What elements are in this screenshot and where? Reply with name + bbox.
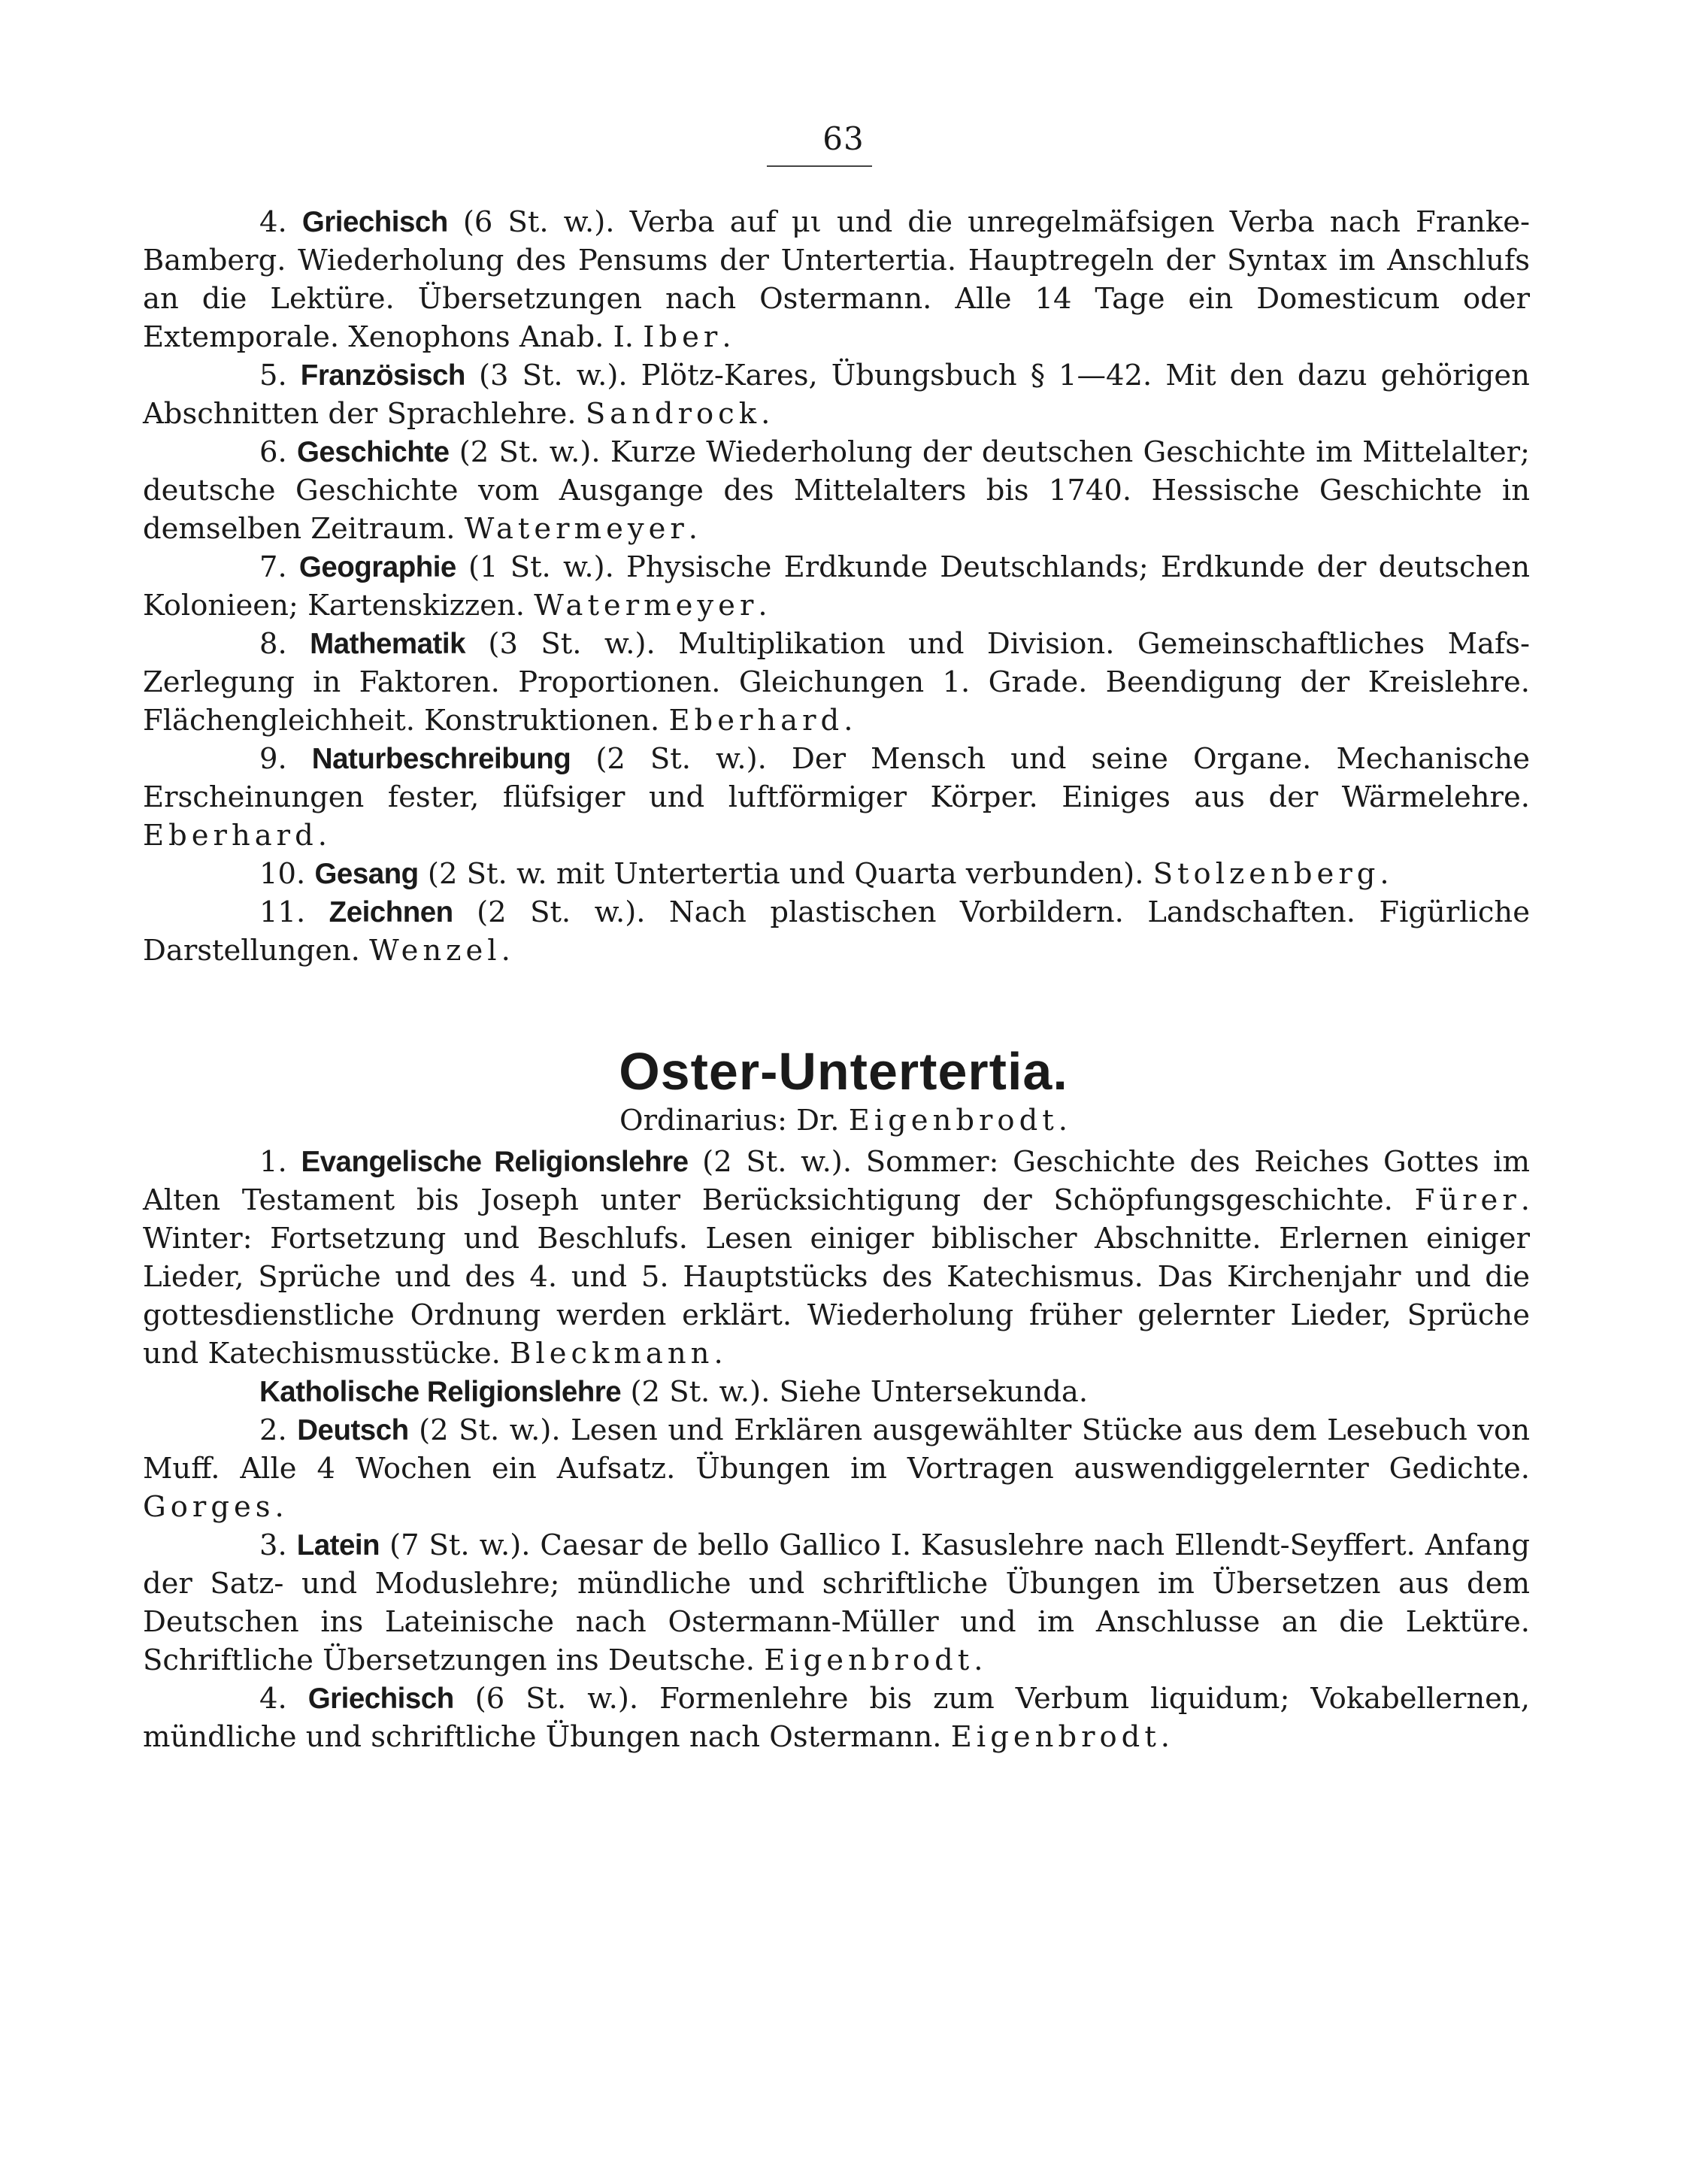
paragraph-text: (2 St. w. mit Untertertia und Quarta verbunden). [418,857,1153,891]
item-number: 1. [259,1145,301,1179]
teacher-name: Watermeyer [534,589,759,622]
paragraph-evangelische-religionslehre [143,1143,1530,1373]
punctuation: . [974,1643,983,1677]
punctuation: . [844,704,853,738]
subject-heading: Naturbeschreibung [311,743,571,775]
subject-heading: Gesang [314,858,419,890]
paragraph-text: (6 St. w.). Formenlehre bis zum Verbum liquidum; Vokabellernen, mündliche und schriftliche Übungen nach Ostermann. [143,1682,1530,1754]
punctuation: . [758,589,768,622]
item-number: 5. [259,359,301,392]
page-number-rule [767,165,872,167]
teacher-name: Stolzenberg [1152,857,1380,891]
subject-heading: Deutsch [297,1414,409,1446]
paragraph-franzoesisch [143,356,1530,433]
subject-heading: Geographie [298,551,456,583]
ordinarius-line [0,1104,1687,1137]
paragraph-text: (2 St. w.). Siehe Untersekunda. [621,1375,1089,1409]
paragraph-text: (2 St. w.). Der Mensch und seine Organe. Mechanische Erscheinungen fester, flüfsiger und luftförmiger Körper. Einiges aus der Wärmelehre. [143,742,1530,814]
paragraph-naturbeschreibung [143,740,1530,855]
teacher-name: Watermeyer [464,512,689,546]
item-number: 7. [259,550,299,584]
punctuation: . [317,819,327,853]
teacher-name: Eberhard [143,819,318,853]
teacher-name-2: Bleckmann [510,1337,714,1371]
teacher-name: Eigenbrodt [764,1643,974,1677]
subject-heading: Griechisch [307,1683,454,1715]
paragraph-deutsch [143,1411,1530,1526]
punctuation: . [274,1490,284,1524]
paragraph-text: (2 St. w.). Kurze Wiederholung der deutschen Geschichte im Mittelalter; deutsche Geschichte vom Ausgange des Mittelalters bis 1740. Hessische Geschichte in demselben Zeitraum. [143,435,1530,546]
subject-heading: Mathematik [310,628,465,660]
paragraph-latein [143,1526,1530,1680]
punctuation: . [1058,1104,1068,1137]
teacher-name: Gorges [143,1490,275,1524]
item-number: 4. [259,1682,308,1716]
teacher-name: Eigenbrodt [950,1720,1161,1754]
punctuation: . [761,397,771,431]
subject-heading: Geschichte [296,436,450,468]
paragraph-text: (2 St. w.). Nach plastischen Vorbildern. Landschaften. Figürliche Darstellungen. [143,895,1531,968]
teacher-name: Wenzel [369,934,501,968]
bottom-section [143,1143,1530,1756]
item-number: 4. [259,205,302,239]
subject-heading: Griechisch [301,206,448,238]
paragraph-text: (2 St. w.). Sommer: Geschichte des Reiches Gottes im Alten Testament bis Joseph unter Berücksichtigung der Schöpfungsgeschichte. [143,1145,1530,1217]
subject-heading: Katholische Religionslehre [259,1376,622,1408]
punctuation: . [1160,1720,1171,1754]
paragraph-text: (1 St. w.). Physische Erdkunde Deutschlands; Erdkunde der deutschen Kolonieen; Kartenskizzen. [143,550,1530,622]
paragraph-mathematik [143,625,1530,740]
subject-heading: Zeichnen [329,896,453,928]
top-section [143,203,1530,970]
subject-heading: Latein [296,1529,380,1562]
item-number: 11. [259,895,329,929]
teacher-name: Iber [643,320,722,354]
paragraph-griechisch-2 [143,1680,1530,1756]
teacher-name: Eberhard [668,704,844,738]
paragraph-geographie [143,548,1530,625]
punctuation: . [722,320,731,354]
item-number: 8. [259,627,310,661]
paragraph-text: (3 St. w.). Plötz-Kares, Übungsbuch § 1—42. Mit den dazu gehörigen Abschnitten der Sprachlehre. [143,359,1530,431]
item-number: 9. [259,742,312,776]
punctuation: . [1380,857,1389,891]
item-number: 3. [259,1528,297,1562]
paragraph-zeichnen [143,893,1530,970]
paragraph-text: (3 St. w.). Multiplikation und Division. Gemeinschaftliches Mafs-Zerlegung in Faktoren. Proportionen. Gleichungen 1. Grade. Beendigung der Kreislehre. Flächengleichheit. Konstruktionen. [143,627,1530,738]
punctuation: . [713,1337,723,1371]
item-number: 10. [259,857,315,891]
paragraph-gesang [143,855,1530,893]
item-number: 2. [259,1413,298,1447]
paragraph-text: (2 St. w.). Lesen und Erklären ausgewählter Stücke aus dem Lesebuch von Muff. Alle 4 Wochen ein Aufsatz. Übungen im Vortragen auswendiggelernter Gedichte. [143,1413,1530,1486]
paragraph-katholische-religionslehre [143,1373,1530,1411]
punctuation: . [501,934,510,968]
paragraph-text: (7 St. w.). Caesar de bello Gallico I. Kasuslehre nach Ellendt-Seyffert. Anfang der Satz- und Moduslehre; mündliche und schriftliche Übungen im Übersetzen aus dem Deutschen ins Lateinische nach Ostermann-Müller und im Anschlusse an die Lektüre. Schriftliche Übersetzungen ins Deutsche. [143,1528,1530,1677]
page-number: 63 [822,120,865,157]
teacher-name: Fürer [1414,1183,1521,1217]
paragraph-geschichte [143,433,1530,548]
punctuation: . [688,512,698,546]
section-title: Oster-Untertertia. [619,1042,1068,1101]
item-number: 6. [259,435,297,469]
ordinarius-name: Eigenbrodt [848,1104,1059,1137]
paragraph-text-continued: . Winter: Fortsetzung und Beschlufs. Lesen einiger biblischer Abschnitte. Erlernen einiger Lieder, Sprüche und des 4. und 5. Hauptstücks des Katechismus. Das Kirchenjahr und die gottesdienstliche Ordnung werden erklärt. Wiederholung früher gelernter Lieder, Sprüche und Katechismusstücke. [143,1183,1530,1371]
subject-heading: Evangelische Religionslehre [301,1146,689,1178]
ordinarius-label: Ordinarius: Dr. [619,1104,849,1137]
paragraph-text: (6 St. w.). Verba auf μι und die unregelmäfsigen Verba nach Franke-Bamberg. Wiederholung des Pensums der Untertertia. Hauptregeln der Syntax im Anschlufs an die Lektüre. Übersetzungen nach Ostermann. Alle 14 Tage ein Domesticum oder Extemporale. Xenophons Anab. I. [143,205,1530,354]
paragraph-griechisch [143,203,1530,356]
teacher-name: Sandrock [585,397,762,431]
subject-heading: Französisch [300,359,465,392]
